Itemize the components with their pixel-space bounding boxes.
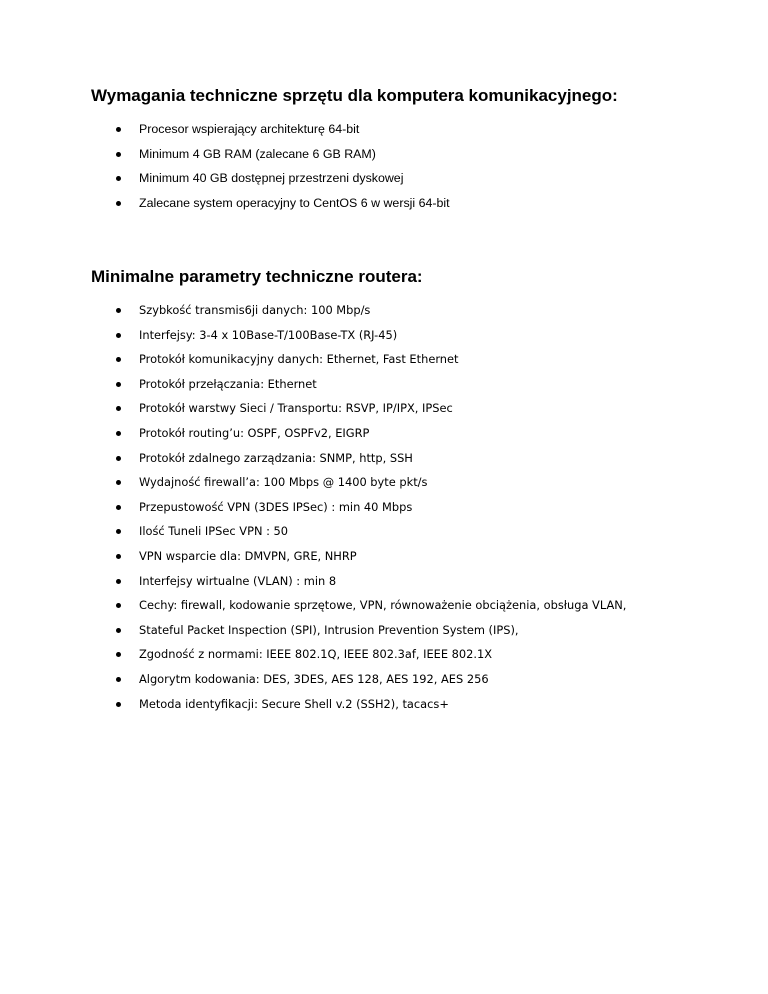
bullet-icon [116,406,121,411]
bullet-icon [116,628,121,633]
bullet-icon [116,702,121,707]
bullet-icon [116,357,121,362]
bullet-icon [116,603,121,608]
bullet-icon [116,333,121,338]
bullet-icon [116,677,121,682]
bullet-icon [116,308,121,313]
bullet-icon [116,176,121,181]
bullet-icon [116,529,121,534]
bullet-icon [116,127,121,132]
bullet-icon [116,152,121,157]
bullet-icon [116,480,121,485]
bullet-icon [116,431,121,436]
hardware-requirements-heading: Wymagania techniczne sprzętu dla komputera komunikacyjnego: [91,86,618,105]
router-parameters-heading: Minimalne parametry techniczne routera: [91,267,423,286]
bullet-icon [116,201,121,206]
bullet-icon [116,579,121,584]
bullet-icon [116,652,121,657]
document-page: Wymagania techniczne sprzętu dla komputera komunikacyjnego: Procesor wspierający architekturę 64-bit Minimum 4 GB RAM (zalecane 6 GB RAM) Minimum 40 GB dostępnej przestrzeni dyskowej Zalecane system operacyjny to CentOS 6 w wersji 64-bit Minimalne parametry techniczne routera: Szybkość transmis6ji danych: 100 Mbp/s Interfejsy: 3-4 x 10Base-T/100Base-TX (RJ-45) Protokół komunikacyjny danych: Ethernet, Fast Ethernet Protokół przełączania: Ethernet Protokół warstwy Sieci / Transportu: RSVP, IP/IPX, IPSec Protokół routing’u: OSPF, OSPFv2, EIGRP Protokół zdalnego zarządzania: SNMP, http, SSH Wydajność firewall’a: 100 Mbps @ 1400 byte pkt/s Przepustowość VPN (3DES IPSec) : min 40 Mbps Ilość Tuneli IPSec VPN : 50 VPN wsparcie dla: DMVPN, GRE, NHRP Interfejsy wirtualne (VLAN) : min 8 Cechy: firewall, kodowanie sprzętowe, VPN, równoważenie obciążenia, obsługa VLAN, Stateful Packet Inspection (SPI), Intrusion Prevention System (IPS), Zgodność z normami: IEEE 802.1Q, IEEE 802.3af, IEEE 802.1X Algorytm kodowania: DES, 3DES, AES 128, AES 192, AES 256 Metoda identyfikacji: Secure Shell v.2 (SSH2), tacacs+ [91,86,627,711]
bullet-icon [116,382,121,387]
bullet-icon [116,554,121,559]
bullet-icon [116,505,121,510]
bullet-icon [116,456,121,461]
